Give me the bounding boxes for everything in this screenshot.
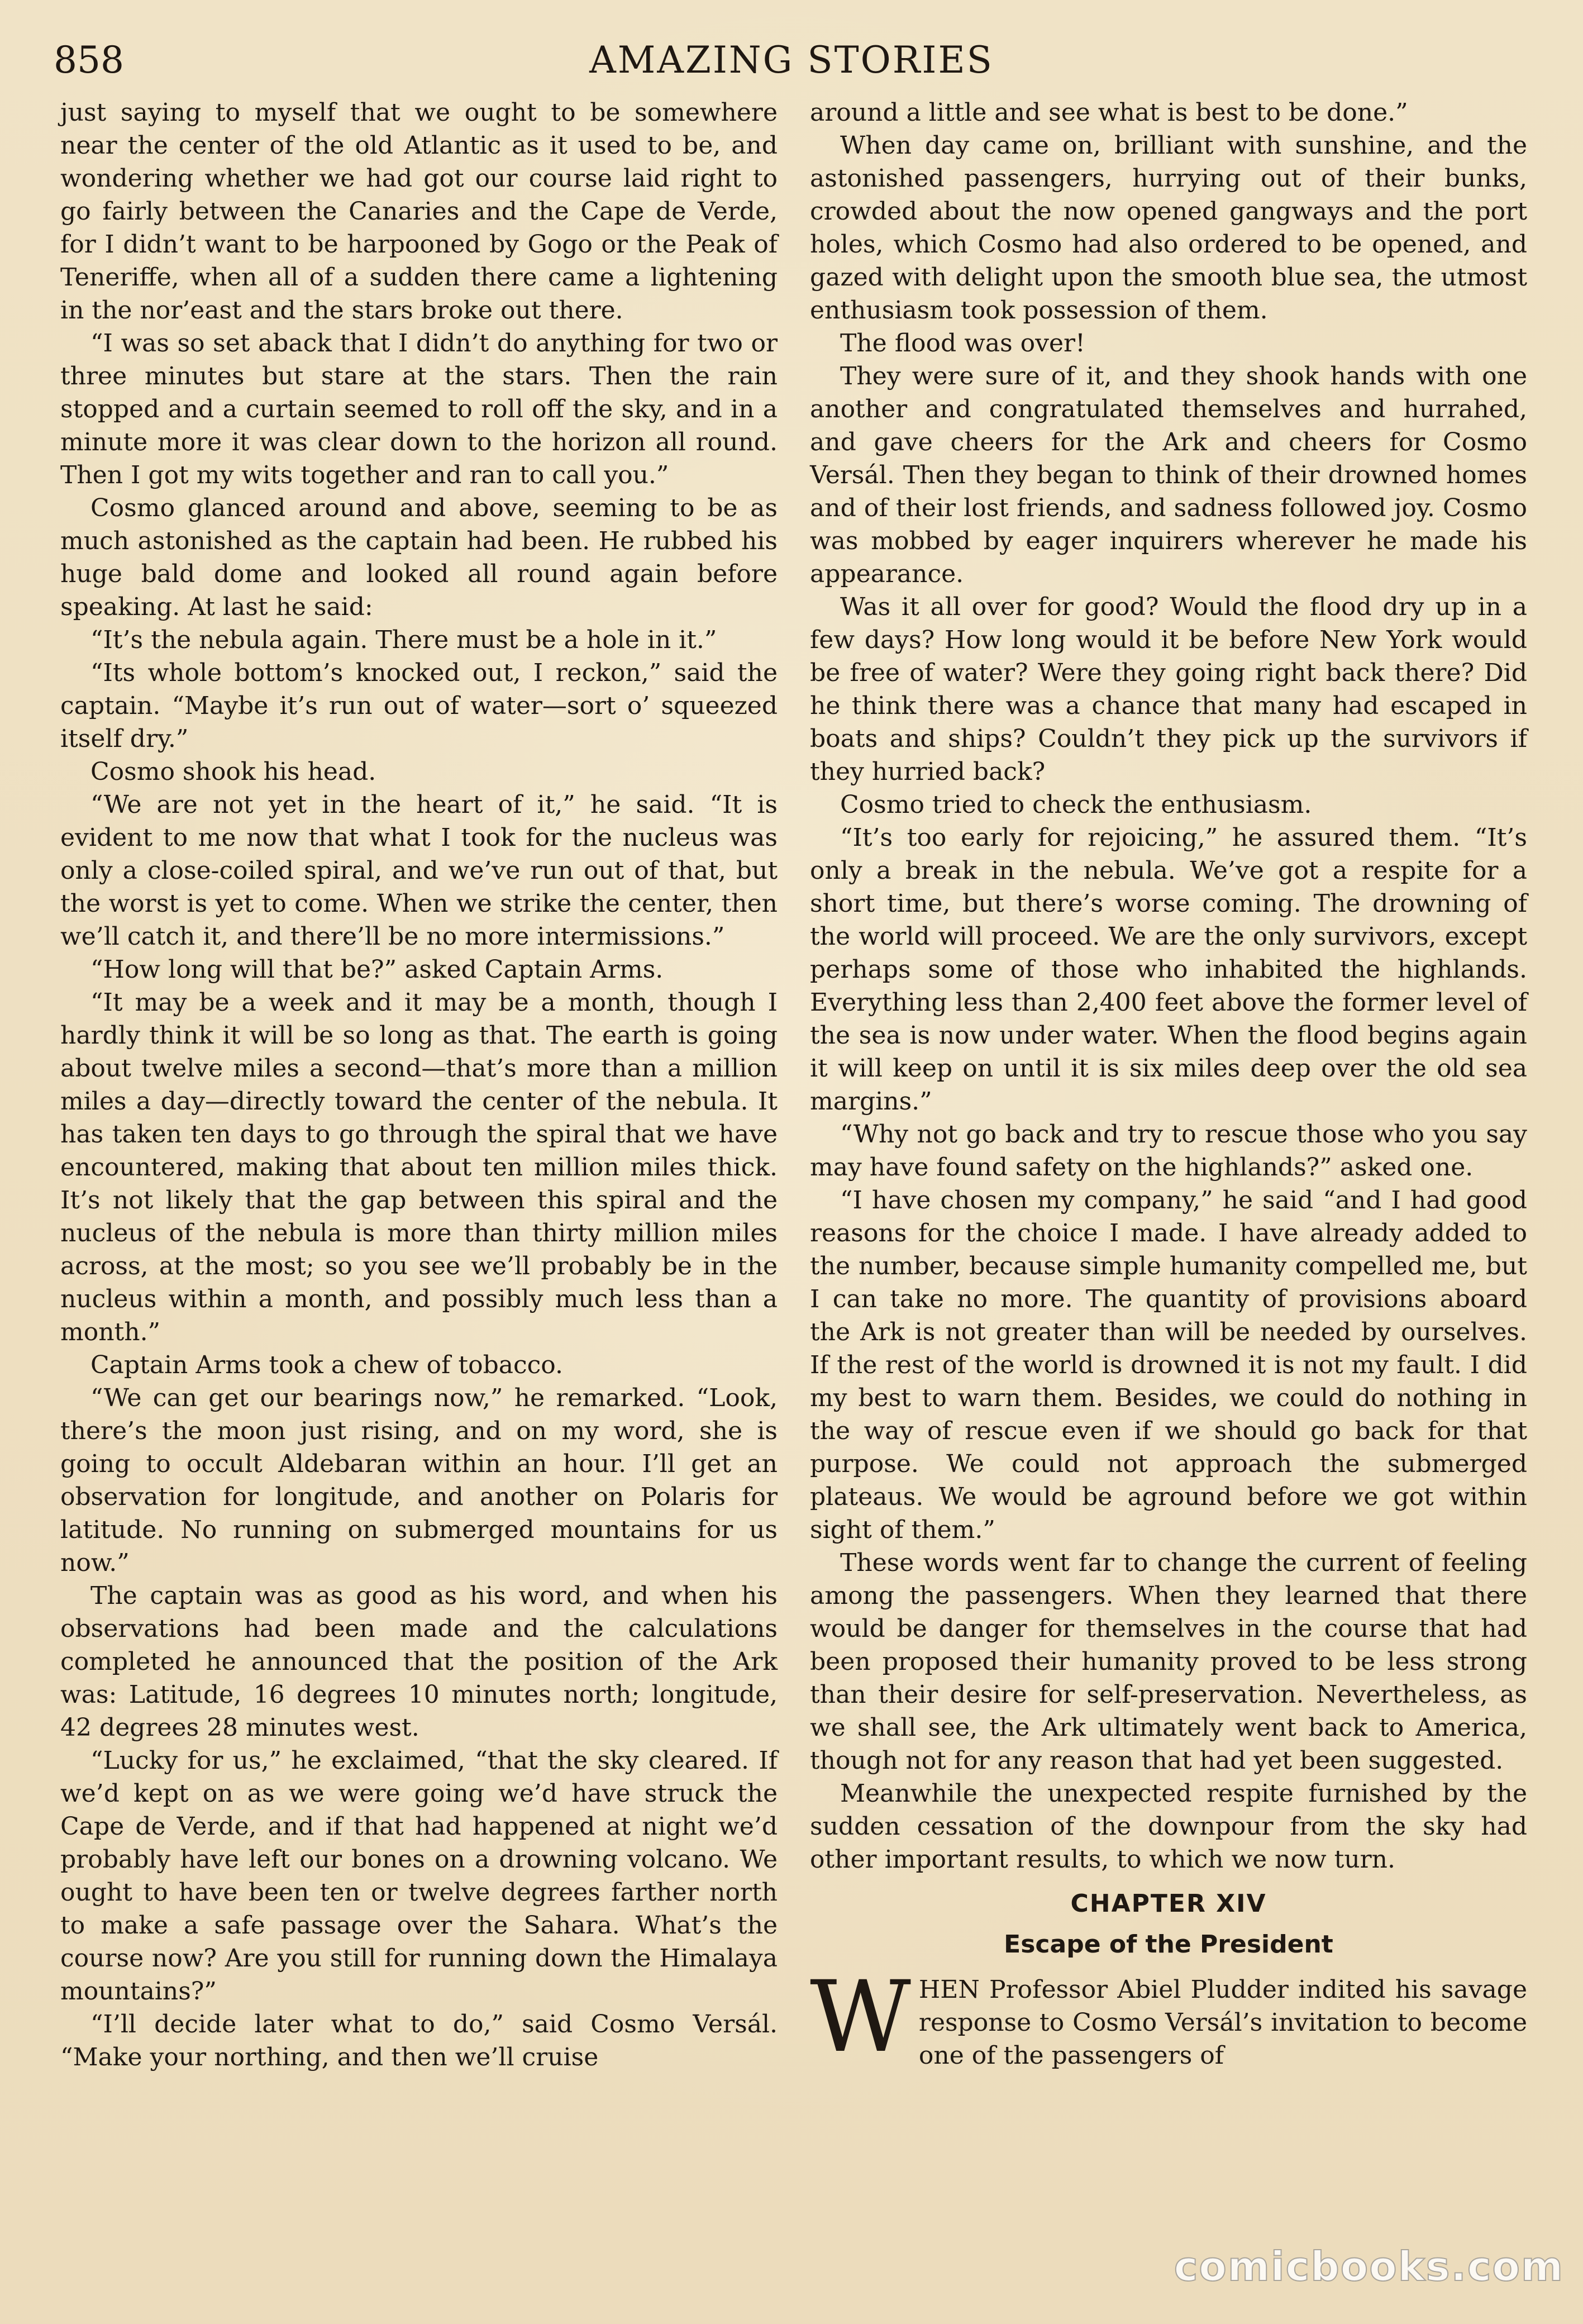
chapter-opening-paragraph [810, 1960, 1527, 2074]
paragraph: just saying to myself that we ought to be somewhere near the center of the old Atlantic as it used to be, and wondering whether we had got our course laid right to go fairly between the Canaries and the Cape de Verde, for I didn’t want to be harpooned by Gogo or the Peak of Teneriffe, when all of a sudden there came a lightening in the nor’east and the stars broke out there. [60, 98, 778, 325]
paragraph: Captain Arms took a chew of tobacco. [90, 1351, 563, 1379]
paragraph: “How long will that be?” asked Captain Arms. [90, 955, 664, 984]
running-header: AMAZING STORIES [589, 39, 994, 82]
paragraph: The flood was over! [840, 329, 1085, 358]
paragraph: Cosmo tried to check the enthusiasm. [840, 790, 1312, 819]
chapter-title: Escape of the President [1004, 1930, 1333, 1959]
right-column [810, 96, 1527, 2072]
chapter-number: CHAPTER XIV [1070, 1889, 1267, 1918]
paragraph: “I’ll decide later what to do,” said Cosmo Versál. “Make your northing, and then we’ll cruise [60, 2010, 778, 2071]
paragraph: “Its whole bottom’s knocked out, I reckon,” said the captain. “Maybe it’s run out of water—sort o’ squeezed itself dry.” [60, 659, 778, 753]
paragraph: “I have chosen my company,” he said “and I had good reasons for the choice I made. I have already added to the number, because simple humanity compelled me, but I can take no more. The quantity of provisions aboard the Ark is not greater than will be needed by ourselves. If the rest of the world is drowned it is not my fault. I did my best to warn them. Besides, we could do nothing in the way of rescue even if we should go back for that purpose. We could not approach the submerged plateaus. We would be aground before we got within sight of them.” [810, 1186, 1527, 1544]
paragraph: Cosmo glanced around and above, seeming to be as much astonished as the captain had been. He rubbed his huge bald dome and looked all round again before speaking. At last he said: [60, 494, 778, 621]
paragraph: Meanwhile the unexpected respite furnished by the sudden cessation of the downpour from the sky had other important results, to which we now turn. [810, 1779, 1527, 1874]
paragraph: Was it all over for good? Would the flood dry up in a few days? How long would it be before New York would be free of water? Were they going right back there? Did he think there was a chance that many had escaped in boats and ships? Couldn’t they pick up the survivors if they hurried back? [810, 593, 1527, 786]
paragraph: “It may be a week and it may be a month, though I hardly think it will be so long as that. The earth is going about twelve miles a second—that’s more than a million miles a day—directly toward the center of the nebula. It has taken ten days to go through the spiral that we have encountered, making that about ten million miles thick. It’s not likely that the gap between this spiral and the nucleus of the nebula is more than thirty million miles across, at the most; so you see we’ll probably be in the nucleus within a month, and possibly much less than a month.” [60, 988, 778, 1346]
paragraph: “We are not yet in the heart of it,” he said. “It is evident to me now that what I took for the nucleus was only a close-coiled spiral, and we’ve run out of that, but the worst is yet to come. When we strike the center, then we’ll catch it, and there’ll be no more intermissions.” [60, 790, 778, 951]
drop-cap: W [810, 1960, 911, 2074]
paragraph: They were sure of it, and they shook hands with one another and congratulated themselves and hurrahed, and gave cheers for the Ark and cheers for Cosmo Versál. Then they began to think of their drowned homes and of their lost friends, and sadness followed joy. Cosmo was mobbed by eager inquirers wherever he made his appearance. [810, 362, 1527, 588]
paragraph: Cosmo shook his head. [90, 758, 376, 786]
paragraph: “We can get our bearings now,” he remarked. “Look, there’s the moon just rising, and on my word, she is going to occult Aldebaran within an hour. I’ll get an observation for longitude, and another on Polaris for latitude. No running on submerged mountains for us now.” [60, 1384, 778, 1577]
paragraph: “Why not go back and try to rescue those who you say may have found safety on the highlands?” asked one. [810, 1120, 1527, 1182]
paragraph: “I was so set aback that I didn’t do anything for two or three minutes but stare at the stars. Then the rain stopped and a curtain seemed to roll off the sky, and in a minute more it was clear down to the horizon all round. Then I got my wits together and ran to call you.” [60, 329, 778, 489]
chapter-opening-text: HEN Professor Abiel Pludder indited his savage response to Cosmo Versál’s invitation to become one of the passengers of [918, 1975, 1527, 2070]
paragraph: These words went far to change the current of feeling among the passengers. When they learned that there would be danger for themselves in the course that had been proposed their humanity proved to be less strong than their desire for self-preservation. Nevertheless, as we shall see, the Ark ultimately went back to America, though not for any reason that had yet been suggested. [810, 1549, 1527, 1775]
watermark: comicbooks.com [1174, 2243, 1564, 2290]
paragraph: When day came on, brilliant with sunshine, and the astonished passengers, hurrying out of their bunks, crowded about the now opened gangways and the port holes, which Cosmo had also ordered to be opened, and gazed with delight upon the smooth blue sea, the utmost enthusiasm took possession of them. [810, 131, 1527, 325]
paragraph: The captain was as good as his word, and when his observations had been made and the calculations completed he announced that the position of the Ark was: Latitude, 16 degrees 10 minutes north; longitude, 42 degrees 28 minutes west. [60, 1582, 778, 1742]
paragraph: “It’s too early for rejoicing,” he assured them. “It’s only a break in the nebula. We’ve got a respite for a short time, but there’s worse coming. The drowning of the world will proceed. We are the only survivors, except perhaps some of those who inhabited the highlands. Everything less than 2,400 feet above the former level of the sea is now under water. When the flood begins again it will keep on until it is six miles deep over the old sea margins.” [810, 823, 1527, 1116]
paragraph: “It’s the nebula again. There must be a hole in it.” [90, 626, 717, 654]
left-column [60, 96, 778, 2074]
page-number: 858 [54, 39, 124, 82]
paragraph: around a little and see what is best to be done.” [810, 98, 1408, 127]
paragraph: “Lucky for us,” he exclaimed, “that the sky cleared. If we’d kept on as we were going we’d have struck the Cape de Verde, and if that had happened at night we’d probably have left our bones on a drowning volcano. We ought to have been ten or twelve degrees farther north to make a safe passage over the Sahara. What’s the course now? Are you still for running down the Himalaya mountains?” [60, 1746, 778, 2006]
